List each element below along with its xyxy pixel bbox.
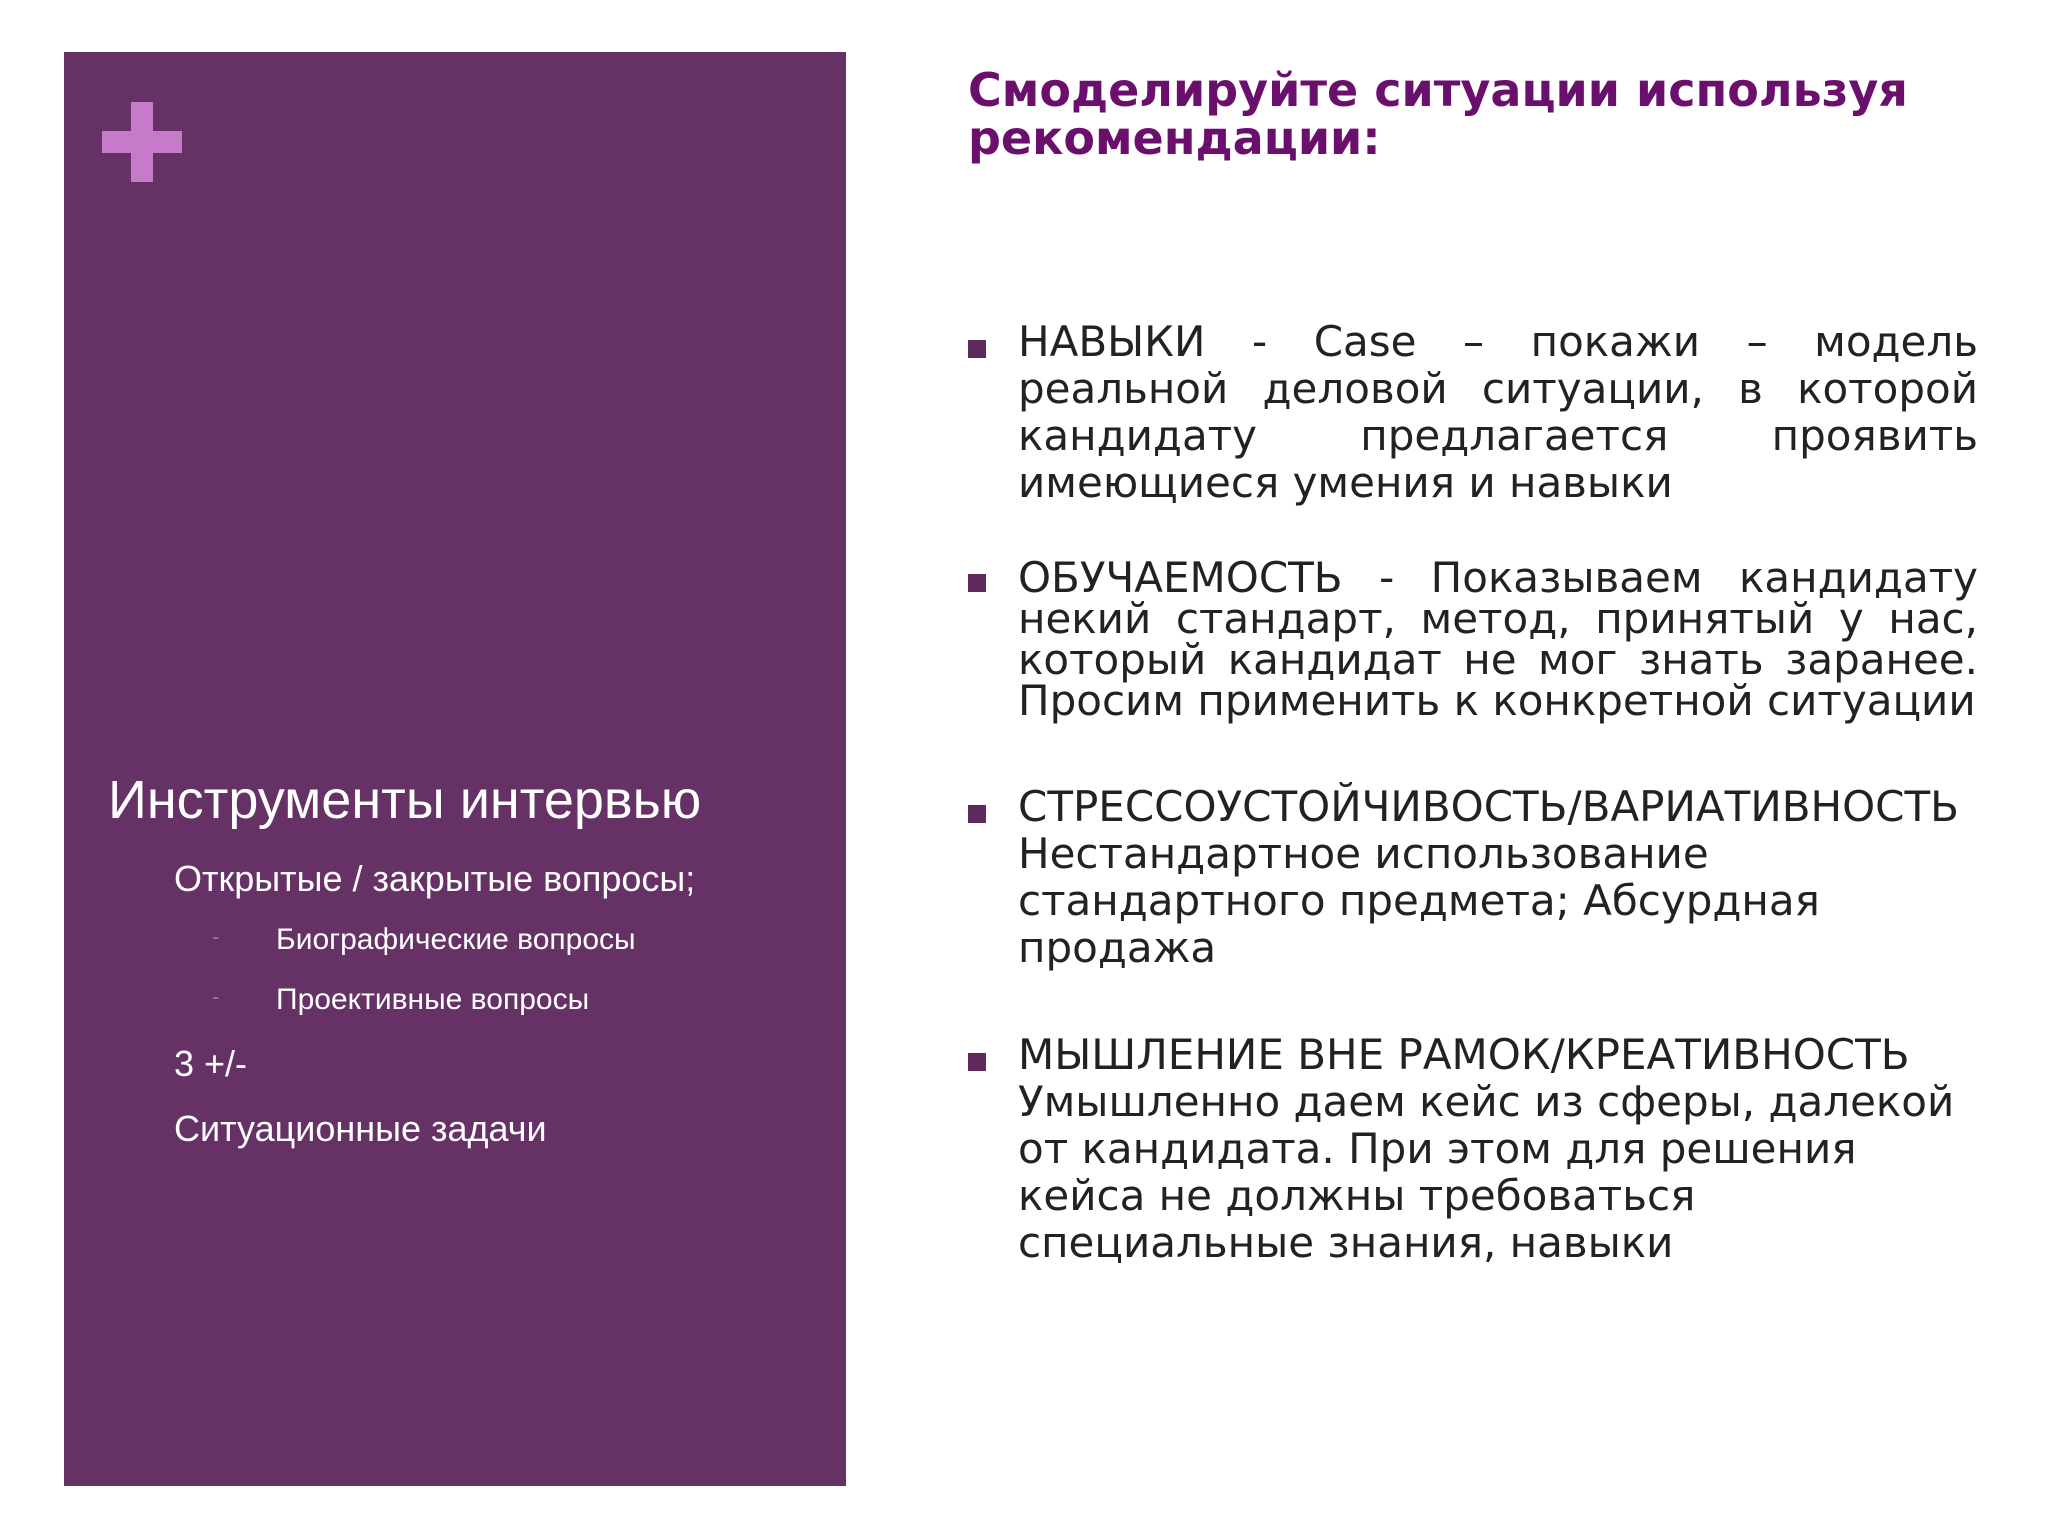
tool-subitem-label: Проективные вопросы bbox=[276, 983, 590, 1017]
tool-item-three-plus-minus: 3 +/- bbox=[174, 1043, 248, 1085]
bullet-learnability bbox=[968, 553, 1978, 725]
bullet-square-icon bbox=[968, 574, 986, 592]
plus-icon bbox=[102, 102, 182, 182]
tool-subitem-biographical bbox=[174, 922, 834, 958]
bullet-text: МЫШЛЕНИЕ ВНЕ РАМОК/КРЕАТИВНОСТЬ Умышленно даем кейс из сферы, далекой от кандидата. При этом для решения кейса не должны требоваться специальные знания, навыки bbox=[1018, 1030, 1955, 1267]
bullet-text: ОБУЧАЕМОСТЬ - Показываем кандидату некий стандарт, метод, принятый у нас, который кандидат не мог знать заранее. Просим применить к конкретной ситуации bbox=[1018, 553, 1978, 725]
dash-marker: - bbox=[212, 924, 220, 950]
bullet-skills bbox=[968, 318, 1978, 506]
dash-marker: - bbox=[212, 984, 220, 1010]
bullet-text: СТРЕССОУСТОЙЧИВОСТЬ/ВАРИАТИВНОСТЬ Нестандартное использование стандартного предмета; Абсурдная продажа bbox=[1018, 782, 1959, 972]
tool-subitem-label: Биографические вопросы bbox=[276, 923, 636, 957]
bullet-text: НАВЫКИ - Case – покажи – модель реальной деловой ситуации, в которой кандидату предлагается проявить имеющиеся умения и навыки bbox=[1018, 317, 1978, 507]
bullet-stress-resistance bbox=[968, 783, 1978, 971]
slide-title: Смоделируйте ситуации используя рекомендации: bbox=[968, 63, 1908, 165]
tool-subitem-projective bbox=[174, 982, 834, 1018]
bullet-square-icon bbox=[968, 805, 986, 823]
bullet-square-icon bbox=[968, 1053, 986, 1071]
bullet-list bbox=[968, 318, 1978, 1266]
tool-item-questions: Открытые / закрытые вопросы; bbox=[174, 858, 696, 899]
tool-item-situational-tasks: Ситуационные задачи bbox=[174, 1108, 547, 1150]
bullet-creativity bbox=[968, 1031, 1978, 1266]
panel-title: Инструменты интервью bbox=[108, 770, 702, 830]
bullet-square-icon bbox=[968, 340, 986, 358]
tool-list bbox=[174, 857, 834, 1173]
left-panel bbox=[64, 52, 846, 1486]
